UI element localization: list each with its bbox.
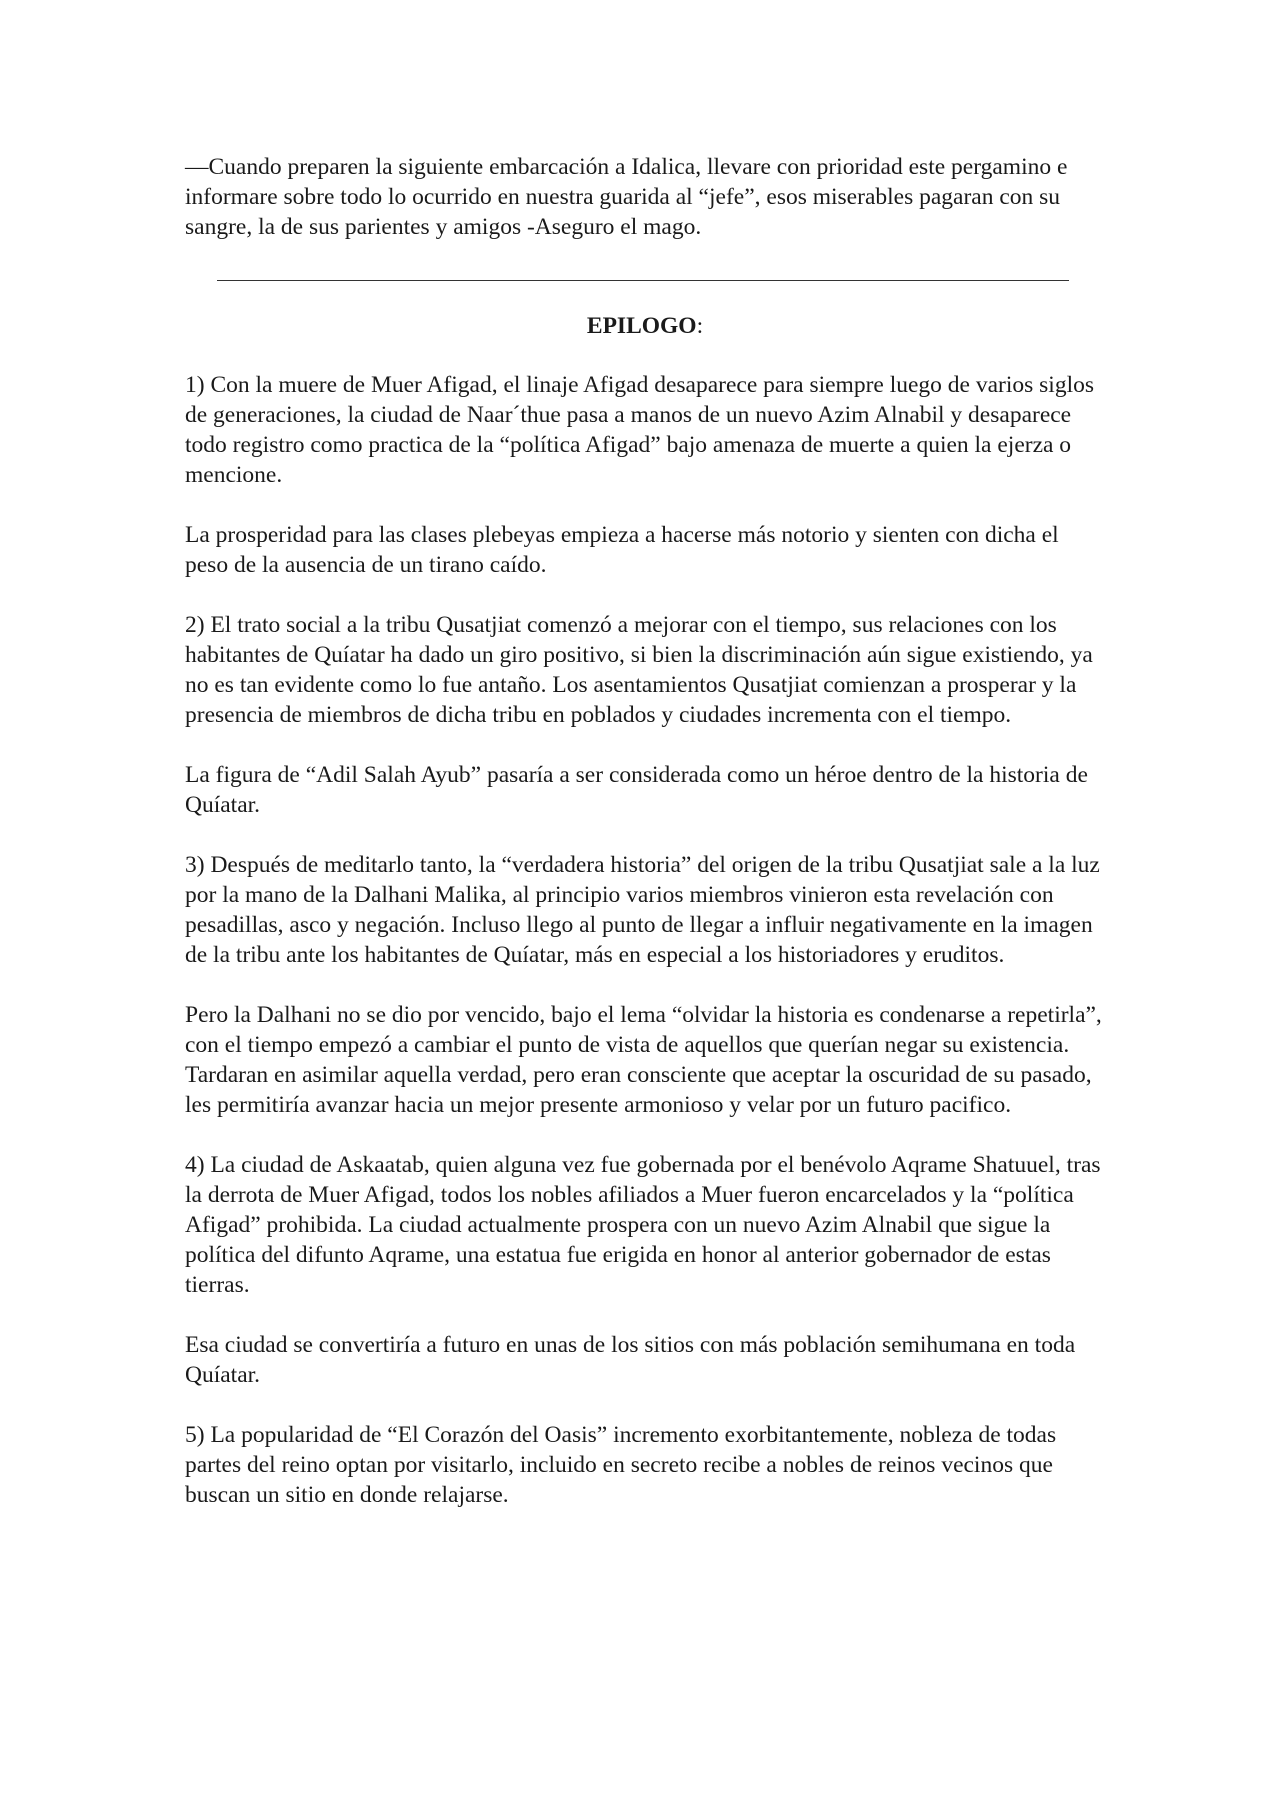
intro-paragraph: —Cuando preparen la siguiente embarcación a Idalica, llevare con prioridad este pergamino e informare sobre todo lo ocurrido en nuestra guarida al “jefe”, esos miserables pagaran con su sangre, la de sus parientes y amigos -Aseguro el mago. [185, 154, 1068, 240]
epilogue-paragraph-8: Esa ciudad se convertiría a futuro en unas de los sitios con más población semihumana en toda Quíatar. [185, 1332, 1076, 1388]
epilogue-paragraph-9: 5) La popularidad de “El Corazón del Oasis” incremento exorbitantemente, nobleza de todas partes del reino optan por visitarlo, incluido en secreto recibe a nobles de reinos vecinos que buscan un sitio en donde relajarse. [185, 1422, 1057, 1508]
epilogue-paragraph-2: La prosperidad para las clases plebeyas empieza a hacerse más notorio y sienten con dicha el peso de la ausencia de un tirano caído. [185, 522, 1059, 578]
epilogue-paragraph-4: La figura de “Adil Salah Ayub” pasaría a ser considerada como un héroe dentro de la historia de Quíatar. [185, 762, 1088, 818]
epilogue-title-colon: : [696, 313, 704, 339]
section-divider [217, 280, 1069, 281]
epilogue-paragraph-3: 2) El trato social a la tribu Qusatjiat comenzó a mejorar con el tiempo, sus relaciones con los habitantes de Quíatar ha dado un giro positivo, si bien la discriminación aún sigue existiendo, ya no es tan evidente como lo fue antaño. Los asentamientos Qusatjiat comienzan a prosperar y la presencia de miembros de dicha tribu en poblados y ciudades incrementa con el tiempo. [185, 612, 1093, 728]
document-page [185, 152, 1105, 1540]
epilogue-paragraph-7: 4) La ciudad de Askaatab, quien alguna vez fue gobernada por el benévolo Aqrame Shatuuel, tras la derrota de Muer Afigad, todos los nobles afiliados a Muer fueron encarcelados y la “política Afigad” prohibida. La ciudad actualmente prospera con un nuevo Azim Alnabil que sigue la política del difunto Aqrame, una estatua fue erigida en honor al anterior gobernador de estas tierras. [185, 1152, 1101, 1298]
epilogue-heading [185, 311, 1105, 341]
epilogue-paragraph-6: Pero la Dalhani no se dio por vencido, bajo el lema “olvidar la historia es condenarse a repetirla”, con el tiempo empezó a cambiar el punto de vista de aquellos que querían negar su existencia. Tardaran en asimilar aquella verdad, pero eran consciente que aceptar la oscuridad de su pasado, les permitiría avanzar hacia un mejor presente armonioso y velar por un futuro pacifico. [185, 1002, 1102, 1118]
epilogue-paragraph-5: 3) Después de meditarlo tanto, la “verdadera historia” del origen de la tribu Qusatjiat sale a la luz por la mano de la Dalhani Malika, al principio varios miembros vinieron esta revelación con pesadillas, asco y negación. Incluso llego al punto de llegar a influir negativamente en la imagen de la tribu ante los habitantes de Quíatar, más en especial a los historiadores y eruditos. [185, 852, 1100, 968]
epilogue-paragraph-1: 1) Con la muere de Muer Afigad, el linaje Afigad desaparece para siempre luego de varios siglos de generaciones, la ciudad de Naar´thue pasa a manos de un nuevo Azim Alnabil y desaparece todo registro como practica de la “política Afigad” bajo amenaza de muerte a quien la ejerza o mencione. [185, 372, 1095, 488]
epilogue-title: EPILOGO [586, 313, 697, 339]
